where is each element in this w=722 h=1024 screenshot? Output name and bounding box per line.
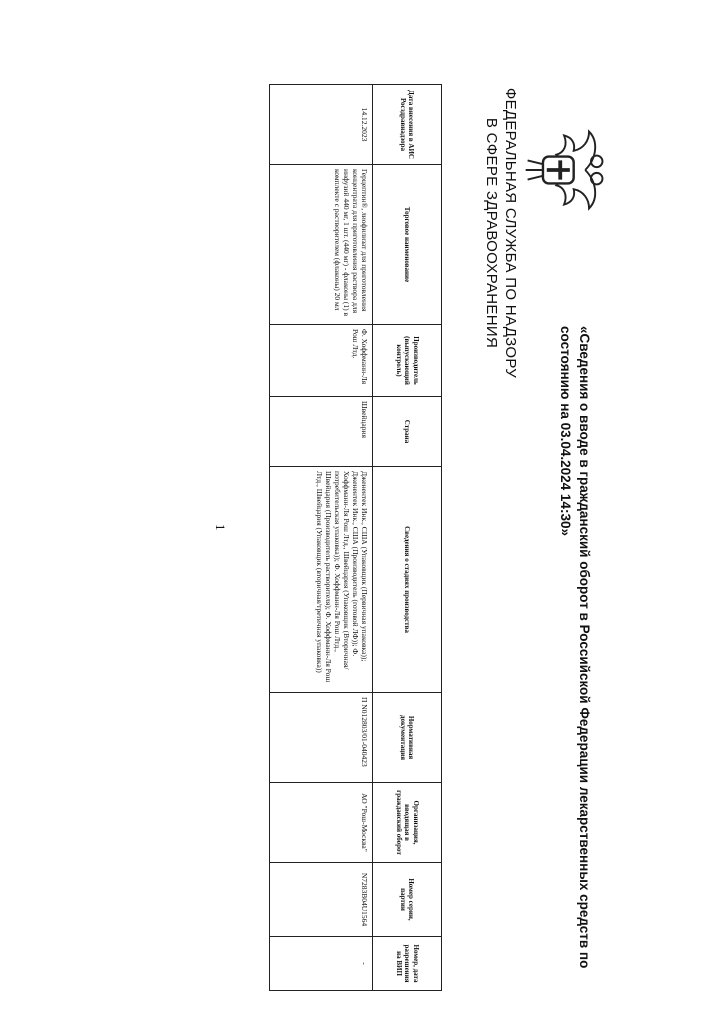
agency-name <box>482 68 520 398</box>
cell-vip-permit: - <box>270 937 373 991</box>
agency-line-1: ФЕДЕРАЛЬНАЯ СЛУЖБА ПО НАДЗОРУ <box>502 87 519 379</box>
cell-batch: N7283B04U1564 <box>270 863 373 937</box>
emblem-icon <box>518 122 614 218</box>
column-header-manufacturer: Производитель (выпускающий контроль) <box>373 325 442 397</box>
cell-organization: АО "Рош-Москва" <box>270 783 373 863</box>
cell-regulatory-doc: П N012803/01-040423 <box>270 693 373 783</box>
column-header-stages: Сведения о стадиях производства <box>373 467 442 693</box>
column-header-trade-name: Торговое наименование <box>373 165 442 325</box>
cell-trade-name: Герцептин®, лиофилизат для приготовления концентрата для приготовления раствора для инфузий 440 мг, 1 шт. (440 мг) - флаконы (1) в комплекте с растворителем (флаконы) 20 мл <box>270 165 373 325</box>
column-header-vip-permit: Номер, дата разрешения на ВИП <box>373 937 442 991</box>
column-header-batch: Номер серии, партии <box>373 863 442 937</box>
table-header-row <box>373 85 442 991</box>
column-header-country: Страна <box>373 397 442 467</box>
table-row <box>270 85 373 991</box>
cell-manufacturer: Ф. Хоффманн-Ля Рош Лтд. <box>270 325 373 397</box>
document-title: «Сведения о вводе в гражданский оборот в Российской Федерации лекарственных средств по состоянию на 03.04.2024 14:30» <box>558 326 592 969</box>
column-header-organization: Организация, вводящая в гражданский оборот <box>373 783 442 863</box>
data-table <box>269 84 442 991</box>
column-header-date: Дата внесения в АИС Росздравнадзора <box>373 85 442 165</box>
column-header-regulatory-doc: Нормативная документация <box>373 693 442 783</box>
cell-date: 14.12.2023 <box>270 85 373 165</box>
page-number: 1 <box>213 524 228 531</box>
agency-line-2: В СФЕРЕ ЗДРАВООХРАНЕНИЯ <box>483 117 500 349</box>
cell-country: Швейцария <box>270 397 373 467</box>
cell-stages: Дженентек Инк., США (Упаковщик (Первичная упаковка)); Дженентек Инк., США (Производитель (готовой ЛФ)); Ф. Хоффманн-Ля Рош Лтд., Швейцария (Упаковщик (Вторичная/потребительская упаковка)); Ф. Хоффманн-Ля Рош Лтд., Швейцария (Производитель растворителя); Ф. Хоффманн-Ля Рош Лтд., Швейцария (Упаковщик (вторичная/третичная упаковка)) <box>270 467 373 693</box>
